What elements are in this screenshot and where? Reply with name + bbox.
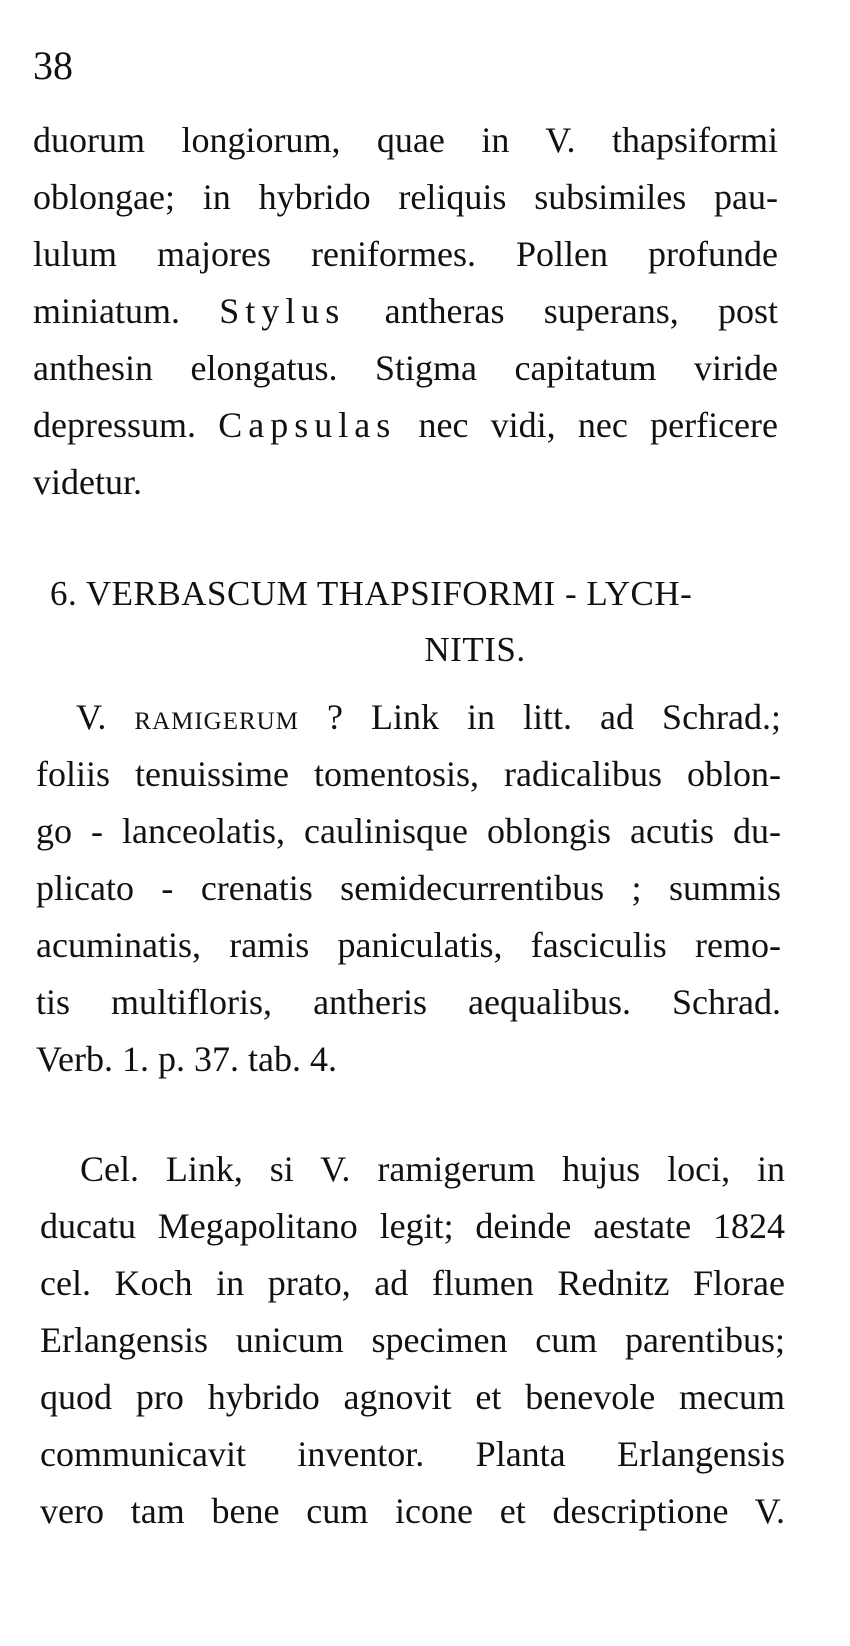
text-run: ? Link in litt. ad Schrad.; [327,697,782,737]
text-run: antheras superans, post [384,291,779,331]
species-name: ramigerum [134,697,299,737]
text-line: quod pro hybrido agnovit et benevole mecum [40,1377,785,1417]
text-line: videtur. [33,462,142,502]
text-line [36,689,781,746]
text-run: nec vidi, nec perficere [418,405,778,445]
text-run: V. [76,697,107,737]
text-line: acuminatis, ramis paniculatis, fasciculis remo- [36,925,781,965]
text-run: depressum. [33,405,196,445]
text-line: oblongae; in hybrido reliquis subsimiles pau- [33,177,778,217]
paragraph-discussion [40,1141,785,1540]
section-heading [50,566,750,678]
text-line: lulum majores reniformes. Pollen profunde [33,234,778,274]
paragraph-description-continued [33,112,778,511]
text-line: Cel. Link, si V. ramigerum hujus loci, in [80,1149,785,1189]
text-line: duorum longiorum, quae in V. thapsiformi [33,120,778,160]
text-line [33,283,778,340]
text-run: miniatum. [33,291,180,331]
text-line: cel. Koch in prato, ad flumen Rednitz Florae [40,1263,785,1303]
text-line: go - lanceolatis, caulinisque oblongis acutis du- [36,811,781,851]
paragraph-synonymy [36,689,781,1088]
heading-line: NITIS. [424,630,526,669]
term-stylus: Stylus [219,291,346,331]
text-line: plicato - crenatis semidecurrentibus ; summis [36,868,781,908]
text-line: ducatu Megapolitano legit; deinde aestate 1824 [40,1206,785,1246]
text-line [33,397,778,454]
text-line: vero tam bene cum icone et descriptione V. [40,1491,785,1531]
heading-line: 6. VERBASCUM THAPSIFORMI - LYCH- [50,574,693,613]
term-capsulas: Capsulas [218,405,397,445]
text-line: tis multifloris, antheris aequalibus. Schrad. [36,982,781,1022]
text-line: anthesin elongatus. Stigma capitatum viride [33,348,778,388]
text-line: Verb. 1. p. 37. tab. 4. [36,1039,337,1079]
text-line: Erlangensis unicum specimen cum parentibus; [40,1320,785,1360]
text-line: foliis tenuissime tomentosis, radicalibus oblon- [36,754,781,794]
text-line: communicavit inventor. Planta Erlangensis [40,1434,785,1474]
page-number: 38 [33,43,73,88]
